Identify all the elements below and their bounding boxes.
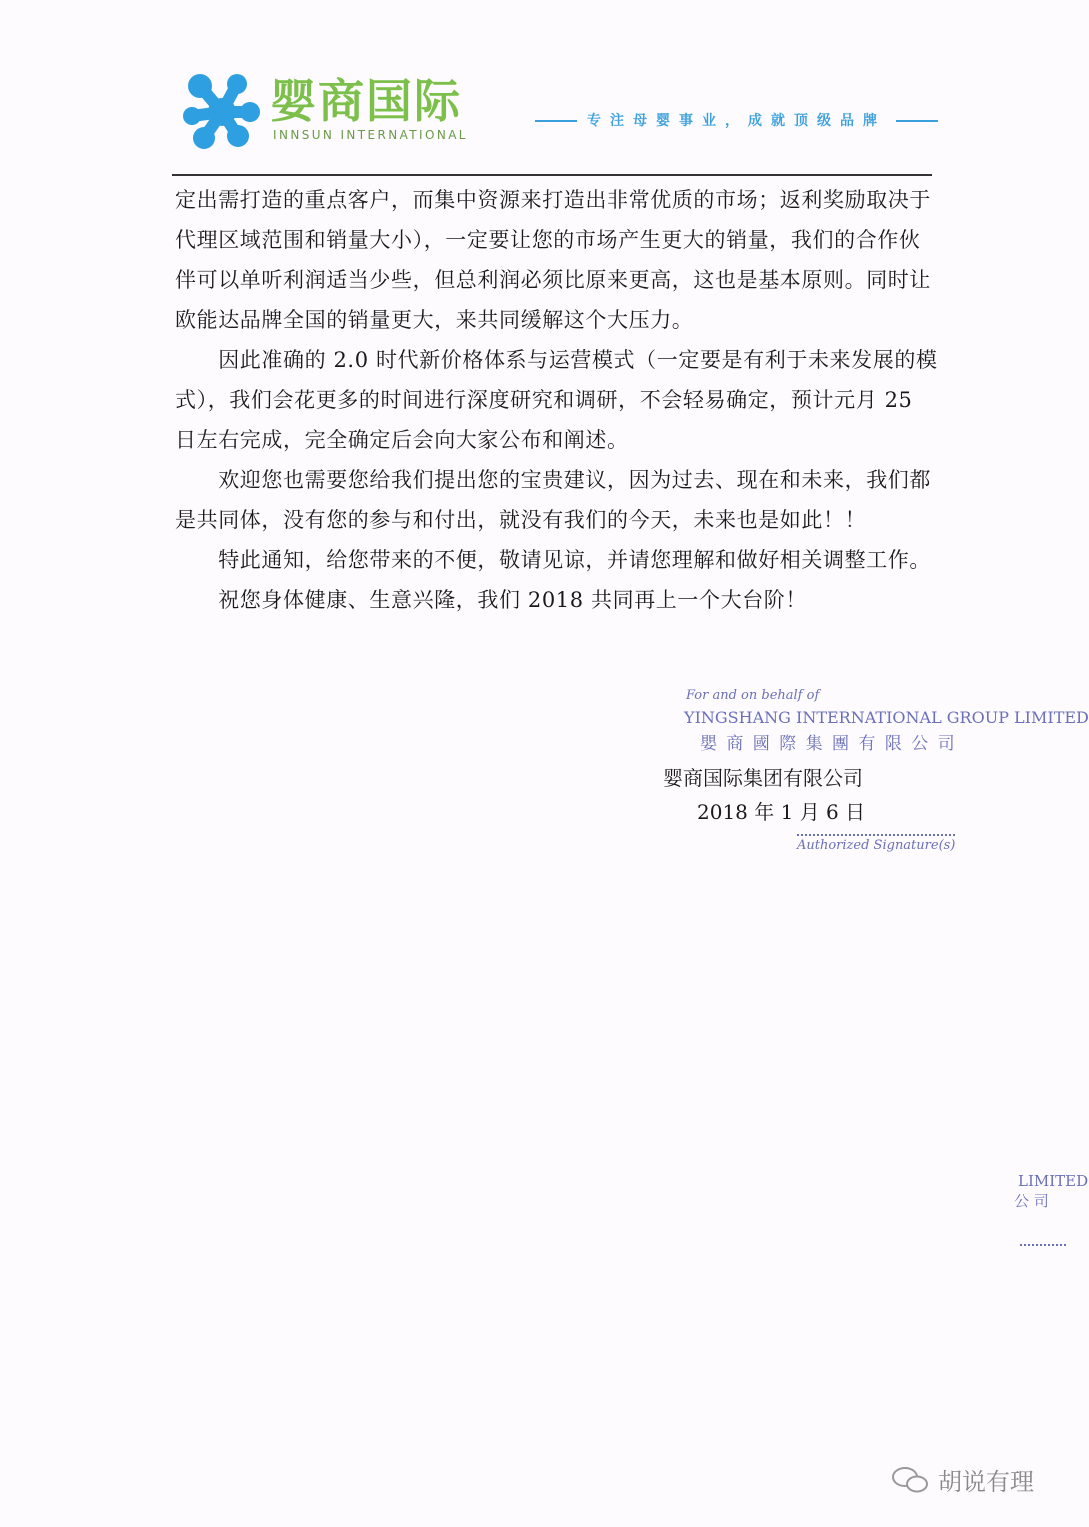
stamp-line: For and on behalf of [686,688,820,703]
stamp-line: 嬰 商 國 際 集 團 有 限 公 司 [700,734,957,754]
body-line: 欧能达品牌全国的销量更大，来共同缓解这个大压力。 [175,308,694,332]
signature-company: 婴商国际集团有限公司 [663,766,863,790]
body-line: 式），我们会花更多的时间进行深度研究和调研，不会轻易确定，预计元月 25 [175,388,913,412]
slogan-text: 专注母婴事业，成就顶级品牌 [587,113,886,129]
brand-name-en: INNSUN INTERNATIONAL [273,128,468,142]
wechat-icon [890,1465,930,1495]
stamp-ghost-dots [1020,1244,1066,1246]
body-line: 定出需打造的重点客户，而集中资源来打造出非常优质的市场；返利奖励取决于 [175,188,931,212]
slogan [525,110,948,130]
brand-name-cn: 婴商国际 [270,74,462,128]
innsun-logo-icon [182,72,262,150]
body-line: 祝您身体健康、生意兴隆，我们 2018 共同再上一个大台阶！ [175,588,807,612]
watermark [890,1462,1034,1497]
header-divider [172,174,932,176]
body-line: 欢迎您也需要您给我们提出您的宝贵建议，因为过去、现在和未来，我们都 [175,468,931,492]
signature-date: 2018 年 1 月 6 日 [697,800,866,824]
body-line: 特此通知，给您带来的不便，敬请见谅，并请您理解和做好相关调整工作。 [175,548,931,572]
body-line: 是共同体，没有您的参与和付出，就没有我们的今天，未来也是如此！！ [175,508,867,532]
stamp-ghost: LIMITED [1018,1172,1089,1190]
body-line: 伴可以单听利润适当少些，但总利润必须比原来更高，这也是基本原则。同时让 [175,268,931,292]
body-line: 日左右完成，完全确定后会向大家公布和阐述。 [175,428,629,452]
body-line: 代理区域范围和销量大小），一定要让您的市场产生更大的销量，我们的合作伙 [175,228,921,252]
watermark-label: 胡说有理 [938,1468,1034,1496]
stamp-line: YINGSHANG INTERNATIONAL GROUP LIMITED [684,708,1089,727]
stamp-ghost: 公 司 [1014,1192,1049,1210]
stamp-line: Authorized Signature(s) [797,834,955,854]
body-line: 因此准确的 2.0 时代新价格体系与运营模式（一定要是有利于未来发展的模 [175,348,938,372]
